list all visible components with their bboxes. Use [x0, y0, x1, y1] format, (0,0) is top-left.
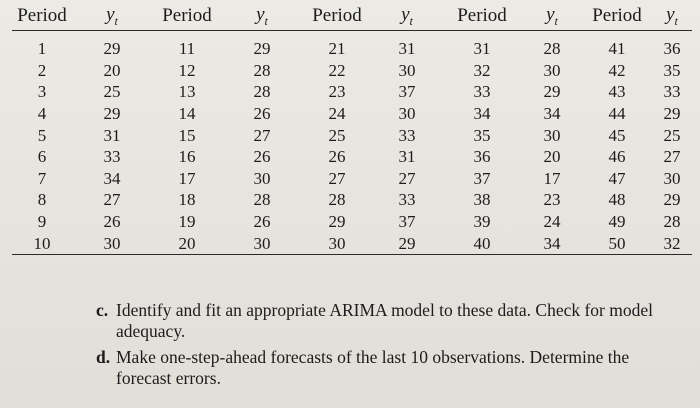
table-row	[12, 232, 692, 254]
table-cell: 29	[543, 82, 561, 102]
table-cell: 36	[473, 147, 491, 167]
table-cell: 9	[37, 212, 47, 232]
table-cell: 30	[302, 232, 372, 254]
table-row	[12, 60, 692, 82]
table-cell: 37	[398, 212, 416, 232]
table-row	[12, 124, 692, 146]
column-header: Period	[12, 2, 72, 31]
table-cell: 26	[253, 147, 271, 167]
table-cell: 25	[328, 125, 346, 145]
table-cell: 37	[473, 168, 491, 188]
table-cell: 45	[608, 125, 626, 145]
table-cell: 30	[543, 60, 561, 80]
table-cell: 33	[103, 147, 121, 167]
table-row	[12, 103, 692, 125]
table-row	[12, 211, 692, 233]
table-cell: 31	[473, 39, 491, 59]
column-header: Period	[302, 2, 372, 31]
table-cell: 49	[608, 212, 626, 232]
table-cell: 41	[608, 39, 626, 59]
table-cell: 20	[152, 232, 222, 254]
table-cell: 38	[473, 190, 491, 210]
table-cell: 30	[72, 232, 152, 254]
table-row	[12, 31, 692, 60]
table-cell: 33	[473, 82, 491, 102]
table-cell: 27	[398, 168, 416, 188]
table-cell: 26	[253, 104, 271, 124]
table-cell: 28	[253, 60, 271, 80]
question-c	[96, 300, 656, 342]
table-cell: 5	[37, 125, 47, 145]
table-cell: 32	[473, 60, 491, 80]
table-cell: 30	[398, 60, 416, 80]
table-cell: 30	[222, 232, 302, 254]
table-cell: 10	[12, 232, 72, 254]
table-cell: 28	[253, 82, 271, 102]
table-cell: 31	[398, 147, 416, 167]
table-cell: 33	[398, 190, 416, 210]
table-cell: 35	[663, 60, 681, 80]
table-cell: 32	[652, 232, 692, 254]
table-cell: 24	[328, 104, 346, 124]
table-cell: 21	[328, 39, 346, 59]
column-header: $y_t$	[372, 2, 442, 31]
table-cell: 46	[608, 147, 626, 167]
table-cell: 29	[103, 39, 121, 59]
table-cell: 44	[608, 104, 626, 124]
table-cell: 27	[663, 147, 681, 167]
table-cell: 34	[103, 168, 121, 188]
table-cell: 2	[37, 60, 47, 80]
table-cell: 28	[253, 190, 271, 210]
table-cell: 34	[543, 104, 561, 124]
table-cell: 27	[103, 190, 121, 210]
exercise-questions	[96, 300, 656, 394]
question-d	[96, 347, 656, 389]
question-text: Make one-step-ahead forecasts of the last 10 observations. Determine the forecast errors.	[116, 347, 630, 388]
table-cell: 18	[178, 190, 196, 210]
table-row	[12, 189, 692, 211]
table-cell: 37	[398, 82, 416, 102]
table-cell: 29	[328, 212, 346, 232]
table-cell: 28	[328, 190, 346, 210]
table-cell: 23	[328, 82, 346, 102]
table-cell: 27	[253, 125, 271, 145]
table-cell: 6	[37, 147, 47, 167]
column-header: Period	[582, 2, 652, 31]
table-cell: 29	[103, 104, 121, 124]
question-label: c.	[96, 300, 109, 320]
table-cell: 16	[178, 147, 196, 167]
table-cell: 28	[663, 212, 681, 232]
table-cell: 31	[103, 125, 121, 145]
column-header: Period	[152, 2, 222, 31]
table-cell: 13	[178, 82, 196, 102]
table-cell: 3	[37, 82, 47, 102]
table-cell: 25	[103, 82, 121, 102]
table-row	[12, 146, 692, 168]
table-cell: 29	[663, 190, 681, 210]
column-header: $y_t$	[652, 2, 692, 31]
data-table	[12, 2, 692, 255]
table-cell: 15	[178, 125, 196, 145]
table-cell: 28	[543, 39, 561, 59]
table-cell: 29	[663, 104, 681, 124]
question-text: Identify and fit an appropriate ARIMA model to these data. Check for model adequacy.	[116, 300, 654, 341]
table-cell: 30	[253, 168, 271, 188]
table-cell: 17	[543, 168, 561, 188]
table-cell: 24	[543, 212, 561, 232]
table-cell: 50	[582, 232, 652, 254]
table-cell: 4	[37, 104, 47, 124]
table-cell: 31	[398, 39, 416, 59]
question-label: d.	[96, 347, 111, 367]
table-cell: 29	[372, 232, 442, 254]
table-cell: 43	[608, 82, 626, 102]
column-header: $y_t$	[72, 2, 152, 31]
table-cell: 42	[608, 60, 626, 80]
table-header-row	[12, 2, 692, 31]
column-header: $y_t$	[522, 2, 582, 31]
table-cell: 12	[178, 60, 196, 80]
table-cell: 20	[543, 147, 561, 167]
table-cell: 39	[473, 212, 491, 232]
table-cell: 27	[328, 168, 346, 188]
table-cell: 29	[253, 39, 271, 59]
table-cell: 26	[328, 147, 346, 167]
table-cell: 23	[543, 190, 561, 210]
table-cell: 48	[608, 190, 626, 210]
table-cell: 7	[37, 168, 47, 188]
table-cell: 14	[178, 104, 196, 124]
table-cell: 22	[328, 60, 346, 80]
table-cell: 47	[608, 168, 626, 188]
table-cell: 40	[442, 232, 522, 254]
table-cell: 30	[543, 125, 561, 145]
table-cell: 1	[37, 39, 47, 59]
table-cell: 34	[522, 232, 582, 254]
column-header: Period	[442, 2, 522, 31]
table-cell: 20	[103, 60, 121, 80]
table-cell: 34	[473, 104, 491, 124]
table-row	[12, 168, 692, 190]
table-cell: 35	[473, 125, 491, 145]
table-cell: 33	[398, 125, 416, 145]
table-cell: 33	[663, 82, 681, 102]
table-cell: 11	[178, 39, 196, 59]
table-cell: 25	[663, 125, 681, 145]
table-cell: 26	[103, 212, 121, 232]
table-cell: 26	[253, 212, 271, 232]
table-cell: 30	[398, 104, 416, 124]
table-cell: 30	[663, 168, 681, 188]
table-cell: 36	[663, 39, 681, 59]
table-row	[12, 81, 692, 103]
table-cell: 17	[178, 168, 196, 188]
table-cell: 8	[37, 190, 47, 210]
table-cell: 19	[178, 212, 196, 232]
column-header: $y_t$	[222, 2, 302, 31]
